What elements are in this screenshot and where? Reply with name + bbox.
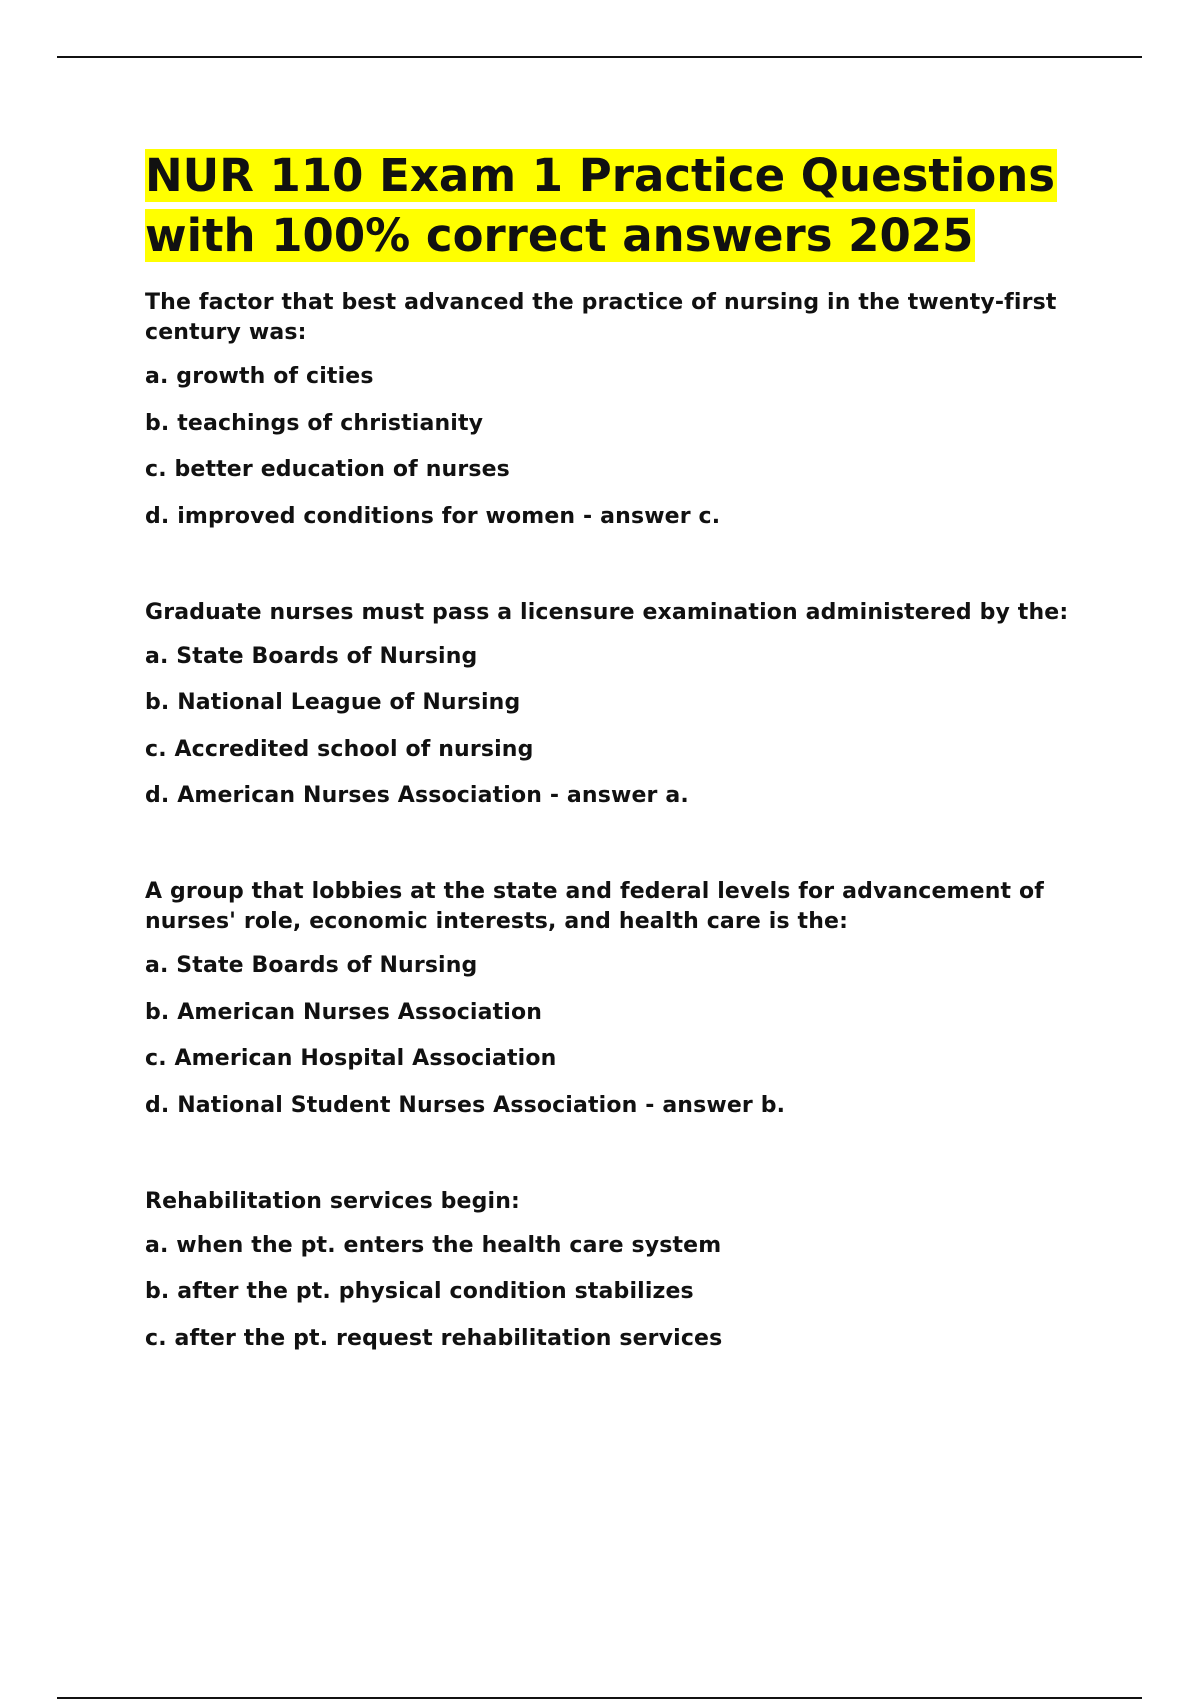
answer-option-a: a. State Boards of Nursing [145,953,478,978]
question-3 [145,877,1105,1121]
footer-rule [57,1697,1142,1699]
question-text: The factor that best advanced the practice of nursing in the twenty-first century was: [145,290,1057,345]
document-title-text: NUR 110 Exam 1 Practice Questions with 100% correct answers 2025 [145,149,1056,262]
answer-option-d: d. improved conditions for women - answer c. [145,503,721,529]
answer-option-c: c. Accredited school of nursing [145,736,534,762]
question-2 [145,598,1105,812]
answer-option-c: c. American Hospital Association [145,1046,557,1071]
question-text: Rehabilitation services begin: [145,1188,520,1214]
document-body [145,146,1105,1370]
answer-option-c: c. after the pt. request rehabilitation services [145,1325,723,1351]
answer-option-a: a. when the pt. enters the health care system [145,1232,722,1258]
question-text: Graduate nurses must pass a licensure examination administered by the: [145,599,1069,625]
question-1 [145,288,1105,532]
answer-option-c: c. better education of nurses [145,457,510,482]
answer-option-b: b. after the pt. physical condition stabilizes [145,1279,694,1304]
answer-option-d: d. National Student Nurses Association - answer b. [145,1092,786,1118]
header-rule [57,56,1142,58]
answer-option-b: b. American Nurses Association [145,999,543,1025]
answer-option-b: b. teachings of christianity [145,410,484,436]
question-4 [145,1187,1105,1354]
answer-option-a: a. growth of cities [145,364,374,389]
document-title [145,146,1105,266]
answer-option-b: b. National League of Nursing [145,690,521,715]
answer-option-a: a. State Boards of Nursing [145,643,478,669]
question-text: A group that lobbies at the state and federal levels for advancement of nurses' role, economic interests, and health care is the: [145,879,1044,934]
answer-option-d: d. American Nurses Association - answer a. [145,783,689,808]
